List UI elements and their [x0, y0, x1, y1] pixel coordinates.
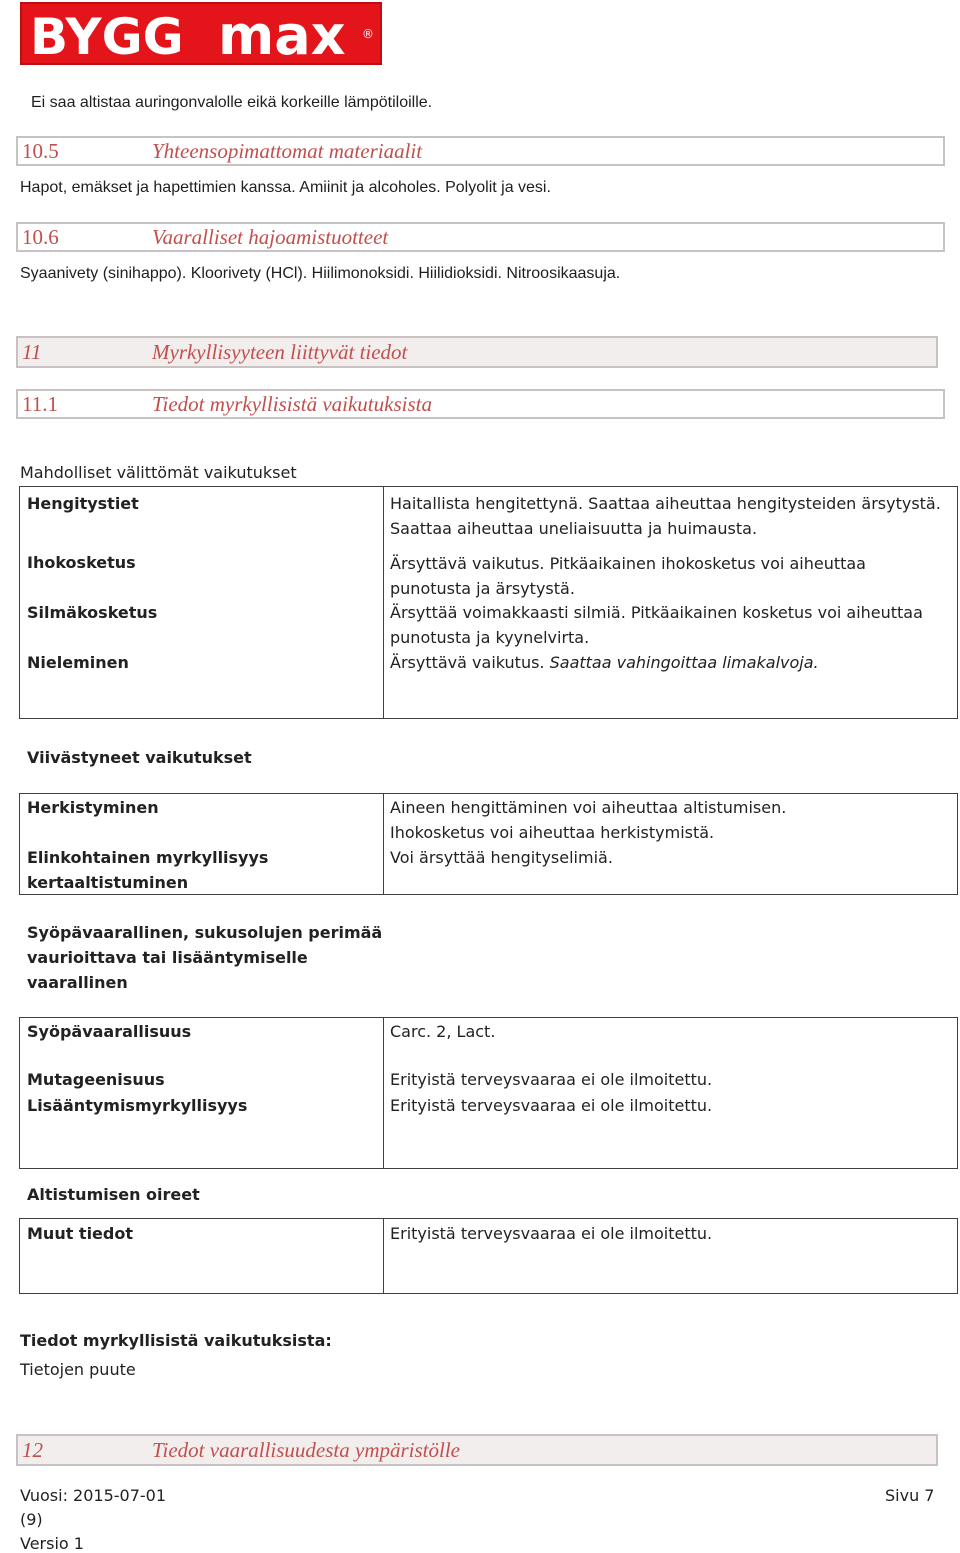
value-mutagenicity: Erityistä terveysvaaraa ei ole ilmoitettu. [390, 1070, 713, 1089]
section-title: Myrkyllisyyteen liittyvät tiedot [152, 340, 408, 364]
value-silmakosketus-2: punotusta ja kyynelvirta. [390, 628, 590, 647]
logo-text-left: BYGG [30, 8, 184, 63]
value-carcinogenicity: Carc. 2, Lact. [390, 1022, 496, 1041]
value-nieleminen-italic: Saattaa vahingoittaa limakalvoja. [549, 653, 819, 672]
section-10-5-body: Hapot, emäkset ja hapettimien kanssa. Amiinit ja alcoholes. Polyolit ja vesi. [20, 179, 551, 196]
section-title: Vaaralliset hajoamistuotteet [152, 225, 389, 249]
tox-info-value: Tietojen puute [20, 1360, 136, 1379]
footer-version-date: Vuosi: 2015-07-01 [20, 1486, 167, 1505]
value-other-info: Erityistä terveysvaaraa ei ole ilmoitettu. [390, 1224, 713, 1243]
storage-note: Ei saa altistaa auringonvalolle eikä korkeille lämpötiloille. [31, 94, 433, 111]
label-carcinogenicity: Syöpävaarallisuus [27, 1022, 192, 1041]
section-11-1-header [16, 389, 945, 419]
section-number: 11.1 [22, 392, 58, 416]
value-herkistyminen-2: Ihokosketus voi aiheuttaa herkistymistä. [390, 823, 715, 842]
immediate-effects-heading: Mahdolliset välittömät vaikutukset [20, 463, 297, 482]
value-hengitystiet-2: Saattaa aiheuttaa uneliaisuutta ja huimausta. [390, 519, 758, 538]
tox-info-heading: Tiedot myrkyllisistä vaikutuksista: [20, 1331, 332, 1350]
cmr-heading-2: vaurioittava tai lisääntymiselle [27, 948, 308, 967]
symptoms-heading: Altistumisen oireet [27, 1185, 200, 1204]
label-ihokosketus: Ihokosketus [27, 553, 136, 572]
value-nieleminen-normal: Ärsyttävä vaikutus. [390, 653, 545, 672]
footer-page-number: Sivu 7 [885, 1486, 935, 1505]
label-reproductive-toxicity: Lisääntymismyrkyllisyys [27, 1096, 248, 1115]
label-other-info: Muut tiedot [27, 1224, 133, 1243]
section-12-header [16, 1434, 938, 1466]
section-number: 10.6 [22, 225, 59, 249]
section-number: 12 [22, 1438, 43, 1462]
byggmax-logo [20, 2, 382, 65]
section-10-5-header [16, 136, 945, 166]
value-stot: Voi ärsyttää hengityselimiä. [390, 848, 613, 867]
section-title: Yhteensopimattomat materiaalit [152, 139, 423, 163]
value-reproductive-toxicity: Erityistä terveysvaaraa ei ole ilmoitettu. [390, 1096, 713, 1115]
label-nieleminen: Nieleminen [27, 653, 129, 672]
section-10-6-header [16, 222, 945, 252]
value-herkistyminen-1: Aineen hengittäminen voi aiheuttaa altistumisen. [390, 798, 787, 817]
label-hengitystiet: Hengitystiet [27, 494, 139, 513]
logo-text-right: max [218, 4, 346, 63]
label-silmakosketus: Silmäkosketus [27, 603, 158, 622]
footer-page-count: (9) [20, 1510, 43, 1529]
label-mutagenicity: Mutageenisuus [27, 1070, 165, 1089]
section-number: 10.5 [22, 139, 59, 163]
logo-registered-mark: ® [362, 27, 374, 41]
section-title: Tiedot myrkyllisistä vaikutuksista [152, 392, 432, 416]
cmr-heading-1: Syöpävaarallinen, sukusolujen perimää [27, 923, 383, 942]
value-ihokosketus-2: punotusta ja ärsytystä. [390, 579, 575, 598]
section-11-header [16, 336, 938, 368]
label-herkistyminen: Herkistyminen [27, 798, 159, 817]
section-number: 11 [22, 340, 42, 364]
section-title: Tiedot vaarallisuudesta ympäristölle [152, 1438, 460, 1462]
value-silmakosketus-1: Ärsyttää voimakkaasti silmiä. Pitkäaikainen kosketus voi aiheuttaa [390, 603, 923, 622]
label-stot-2: kertaaltistuminen [27, 873, 189, 892]
value-ihokosketus-1: Ärsyttävä vaikutus. Pitkäaikainen ihokosketus voi aiheuttaa [390, 554, 866, 573]
label-stot-1: Elinkohtainen myrkyllisyys [27, 848, 269, 867]
delayed-effects-heading: Viivästyneet vaikutukset [27, 748, 252, 767]
value-hengitystiet-1: Haitallista hengitettynä. Saattaa aiheuttaa hengitysteiden ärsytystä. [390, 494, 941, 513]
cmr-heading-3: vaarallinen [27, 973, 128, 992]
section-10-6-body: Syaanivety (sinihappo). Kloorivety (HCl). Hiilimonoksidi. Hiilidioksidi. Nitroosikaasuja. [20, 265, 621, 282]
footer-version: Versio 1 [20, 1534, 84, 1553]
value-nieleminen [390, 650, 819, 675]
